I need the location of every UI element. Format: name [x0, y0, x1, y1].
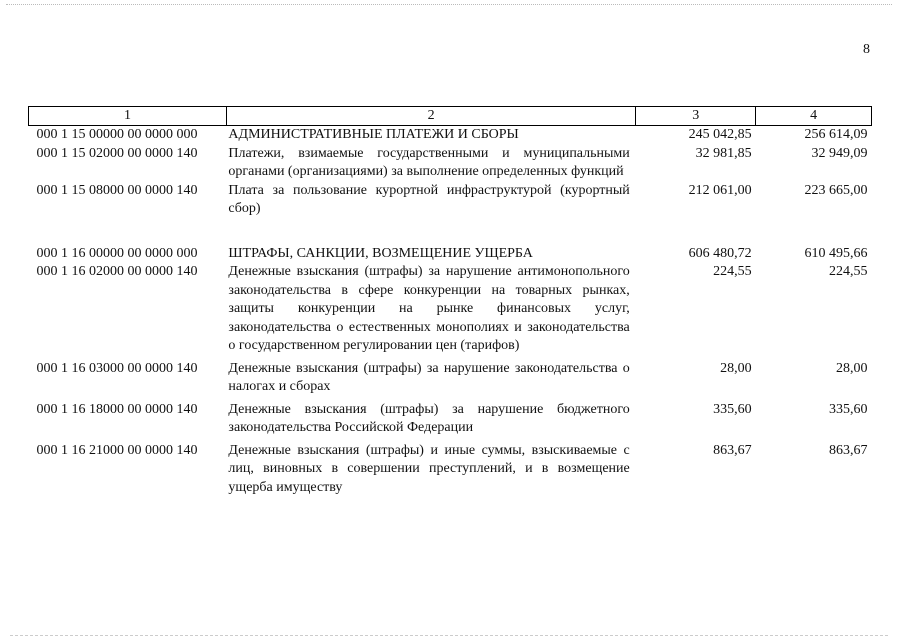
value-col-3: 212 061,00 — [688, 182, 752, 198]
top-scan-edge — [6, 4, 892, 5]
value-col-3: 335,60 — [713, 401, 752, 417]
value-col-4: 256 614,09 — [804, 127, 868, 142]
table-row — [29, 126, 872, 145]
income-name: Денежные взыскания (штрафы) за нарушение антимонопольного законодательства в сфере конкуренции на товарных рынках, защиты конкуренции на рынке финансовых услуг, законодательства о естественных монополиях и законодательства о государственном регулировании цен (тарифов) — [228, 264, 630, 353]
bottom-scan-edge — [10, 635, 888, 636]
value-col-3: 32 981,85 — [695, 145, 752, 161]
table-row — [29, 360, 872, 401]
value-col-3: 28,00 — [720, 360, 752, 376]
value-col-4: 32 949,09 — [811, 145, 868, 161]
header-col-1: 1 — [29, 107, 227, 126]
value-col-4: 335,60 — [829, 401, 868, 417]
budget-code: 000 1 15 08000 00 0000 140 — [36, 182, 198, 198]
revenue-table — [28, 106, 872, 497]
table-row — [29, 145, 872, 182]
income-name: Плата за пользование курортной инфраструктурой (курортный сбор) — [228, 182, 630, 216]
page-number: 8 — [863, 42, 870, 57]
value-col-4: 28,00 — [836, 360, 868, 376]
table-row — [29, 401, 872, 442]
value-col-4: 224,55 — [829, 264, 868, 279]
budget-code: 000 1 16 02000 00 0000 140 — [36, 264, 198, 279]
table-header-row — [29, 107, 872, 126]
income-name: Платежи, взимаемые государственными и муниципальными органами (организациями) за выполнение определенных функций — [228, 145, 630, 179]
value-col-4: 610 495,66 — [804, 245, 868, 261]
budget-code: 000 1 16 03000 00 0000 140 — [36, 360, 198, 376]
budget-code: 000 1 15 00000 00 0000 000 — [36, 127, 198, 142]
table-row — [29, 442, 872, 498]
income-name: Денежные взыскания (штрафы) и иные суммы, взыскиваемые с лиц, виновных в совершении преступлений, и в возмещение ущерба имуществу — [228, 442, 630, 495]
budget-code: 000 1 16 21000 00 0000 140 — [36, 442, 198, 458]
header-col-4: 4 — [756, 107, 872, 126]
value-col-3: 606 480,72 — [688, 245, 752, 261]
budget-code: 000 1 15 02000 00 0000 140 — [36, 145, 198, 161]
budget-code: 000 1 16 18000 00 0000 140 — [36, 401, 198, 417]
table-row — [29, 182, 872, 223]
table-row — [29, 245, 872, 264]
header-col-3: 3 — [636, 107, 756, 126]
value-col-4: 863,67 — [829, 442, 868, 458]
value-col-3: 245 042,85 — [688, 127, 752, 142]
income-name: Денежные взыскания (штрафы) за нарушение законодательства о налогах и сборах — [228, 360, 630, 394]
budget-code: 000 1 16 00000 00 0000 000 — [36, 245, 198, 261]
value-col-4: 223 665,00 — [804, 182, 868, 198]
income-name: ШТРАФЫ, САНКЦИИ, ВОЗМЕЩЕНИЕ УЩЕРБА — [228, 245, 533, 261]
table-row — [29, 263, 872, 360]
blank-row — [29, 223, 872, 245]
income-name: АДМИНИСТРАТИВНЫЕ ПЛАТЕЖИ И СБОРЫ — [228, 127, 519, 142]
header-col-2: 2 — [226, 107, 635, 126]
value-col-3: 863,67 — [713, 442, 752, 458]
income-name: Денежные взыскания (штрафы) за нарушение бюджетного законодательства Российской Федерации — [228, 401, 630, 435]
value-col-3: 224,55 — [713, 264, 752, 279]
